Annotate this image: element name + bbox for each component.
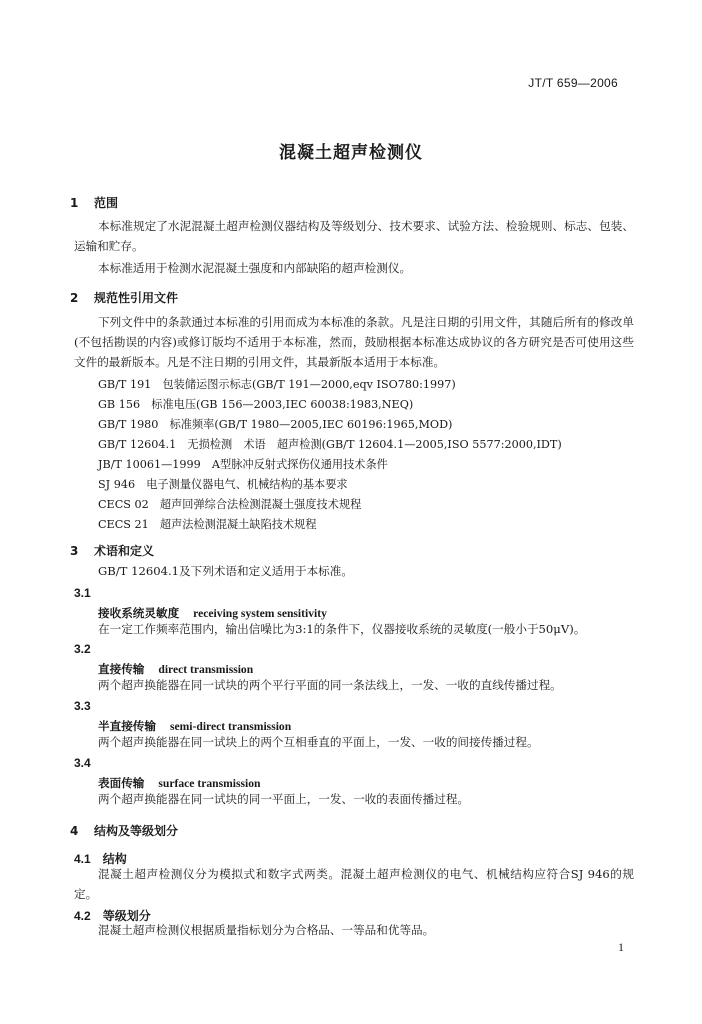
section-2-paragraph: 下列文件中的条款通过本标准的引用而成为本标准的条款。凡是注日期的引用文件，其随后所有的修改单(不包括勘误的内容)或修订版均不适用于本标准，然而，鼓励根据本标准达成协议的各方研究是否可使用这些文件的最新版本。凡是不注日期的引用文件，其最新版本适用于本标准。 [74,315,634,369]
subsection-4-2-paragraph: 混凝土超声检测仪根据质量指标划分为合格品、一等品和优等品。 [98,923,435,937]
reference-item: JB/T 10061—1999 A型脉冲反射式探伤仪通用技术条件 [98,458,388,471]
section-1-paragraph-1: 本标准规定了水泥混凝土超声检测仪器结构及等级划分、技术要求、试验方法、检验规则、标志、包装、运输和贮存。 [74,219,634,253]
reference-item: GB/T 191 包装储运图示标志(GB/T 191—2000,eqv ISO780:1997) [98,378,456,391]
reference-item: GB/T 12604.1 无损检测 术语 超声检测(GB/T 12604.1—2005,ISO 5577:2000,IDT) [98,438,562,451]
section-3-intro: GB/T 12604.1及下列术语和定义适用于本标准。 [98,564,353,578]
term-number: 3.4 [74,756,91,770]
page-number: 1 [618,940,624,954]
section-2-heading: 2 规范性引用文件 [70,291,179,305]
reference-item: CECS 21 超声法检测混凝土缺陷技术规程 [98,518,317,531]
term-heading: 表面传输 surface transmission [98,776,261,790]
subsection-4-1-paragraph: 混凝土超声检测仪分为模拟式和数字式两类。混凝土超声检测仪的电气、机械结构应符合SJ 946的规定。 [74,867,634,901]
subsection-4-2-heading: 4.2 等级划分 [74,909,151,923]
reference-item: GB/T 1980 标准频率(GB/T 1980—2005,IEC 60196:1965,MOD) [98,418,453,431]
section-1-paragraph-2: 本标准适用于检测水泥混凝土强度和内部缺陷的超声检测仪。 [98,261,412,275]
term-definition: 两个超声换能器在同一试块的两个平行平面的同一条法线上，一发、一收的直线传播过程。 [98,678,562,692]
section-4-heading: 4 结构及等级划分 [70,824,179,838]
reference-item: GB 156 标准电压(GB 156—2003,IEC 60038:1983,NEQ) [98,398,414,411]
term-number: 3.1 [74,586,91,600]
term-number: 3.2 [74,642,91,656]
reference-item: SJ 946 电子测量仪器电气、机械结构的基本要求 [98,478,348,491]
term-definition: 两个超声换能器在同一试块上的两个互相垂直的平面上，一发、一收的间接传播过程。 [98,735,539,749]
reference-item: CECS 02 超声回弹综合法检测混凝土强度技术规程 [98,498,362,511]
section-3-heading: 3 术语和定义 [70,544,155,558]
term-number: 3.3 [74,699,91,713]
standard-number: JT/T 659—2006 [528,76,618,90]
term-heading: 接收系统灵敏度 receiving system sensitivity [98,606,327,620]
term-heading: 直接传输 direct transmission [98,662,254,676]
term-definition: 两个超声换能器在同一试块的同一平面上，一发、一收的表面传播过程。 [98,792,470,806]
subsection-4-1-heading: 4.1 结构 [74,852,127,866]
document-title: 混凝土超声检测仪 [279,143,423,163]
term-definition: 在一定工作频率范围内，输出信噪比为3:1的条件下，仪器接收系统的灵敏度(一般小于50μV)。 [98,622,586,636]
term-heading: 半直接传输 semi-direct transmission [98,719,292,733]
section-1-heading: 1 范围 [70,196,119,210]
